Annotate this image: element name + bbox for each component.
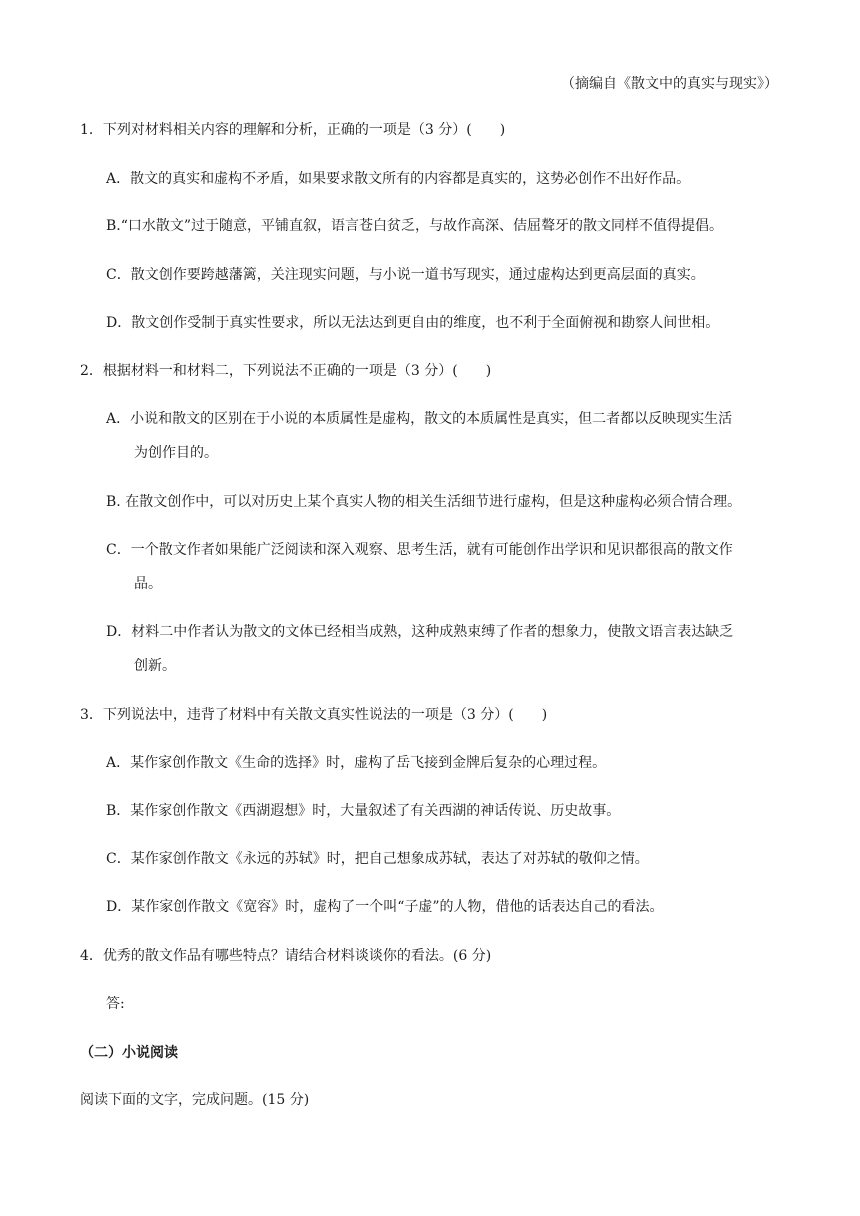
question-2-stem: 2．根据材料一和材料二，下列说法不正确的一项是（3 分）( ) — [80, 363, 492, 379]
question-2-option-b: B. 在散文创作中，可以对历史上某个真实人物的相关生活细节进行虚构，但是这种虚构必须合情合理。 — [106, 494, 742, 510]
question-1-stem: 1．下列对材料相关内容的理解和分析，正确的一项是（3 分）( ) — [80, 122, 506, 138]
section-intro: 阅读下面的文字，完成问题。(15 分) — [80, 1092, 310, 1108]
answer-label: 答: — [106, 996, 125, 1012]
question-1-option-a: A．散文的真实和虚构不矛盾，如果要求散文所有的内容都是真实的，这势必创作不出好作品。 — [106, 171, 691, 187]
question-1-option-c: C．散文创作要跨越藩篱，关注现实问题，与小说一道书写现实，通过虚构达到更高层面的真实。 — [106, 267, 705, 283]
question-2-option-d: D．材料二中作者认为散文的文体已经相当成熟，这种成熟束缚了作者的想象力，使散文语言表达缺乏 — [106, 624, 734, 640]
question-3-option-d: D．某作家创作散文《宽容》时，虚构了一个叫“子虚”的人物，借他的话表达自己的看法。 — [106, 899, 664, 915]
question-2-option-c-continued: 品。 — [134, 576, 162, 592]
question-3-option-b: B．某作家创作散文《西湖遐想》时，大量叙述了有关西湖的神话传说、历史故事。 — [106, 803, 621, 819]
question-3-option-c: C．某作家创作散文《永远的苏轼》时，把自己想象成苏轼，表达了对苏轼的敬仰之情。 — [106, 851, 649, 867]
question-3-stem: 3．下列说法中，违背了材料中有关散文真实性说法的一项是（3 分）( ) — [80, 707, 548, 723]
question-2-option-d-continued: 创新。 — [134, 658, 176, 674]
source-citation: （摘编自《散文中的真实与现实》） — [561, 76, 778, 92]
question-2-option-c: C．一个散文作者如果能广泛阅读和深入观察、思考生活，就有可能创作出学识和见识都很高的散文作 — [106, 542, 733, 558]
section-title: （二）小说阅读 — [80, 1045, 178, 1061]
question-1-option-b: B.“口水散文”过于随意，平铺直叙，语言苍白贫乏，与故作高深、佶屈聱牙的散文同样不值得提倡。 — [106, 218, 724, 234]
question-4-stem: 4．优秀的散文作品有哪些特点？请结合材料谈谈你的看法。(6 分) — [80, 948, 492, 964]
question-3-option-a: A．某作家创作散文《生命的选择》时，虚构了岳飞接到金牌后复杂的心理过程。 — [106, 755, 607, 771]
question-1-option-d: D．散文创作受制于真实性要求，所以无法达到更自由的维度，也不利于全面俯视和勘察人间世相。 — [106, 315, 720, 331]
question-2-option-a: A．小说和散文的区别在于小说的本质属性是虚构，散文的本质属性是真实，但二者都以反映现实生活 — [106, 411, 733, 427]
question-2-option-a-continued: 为创作目的。 — [134, 445, 218, 461]
